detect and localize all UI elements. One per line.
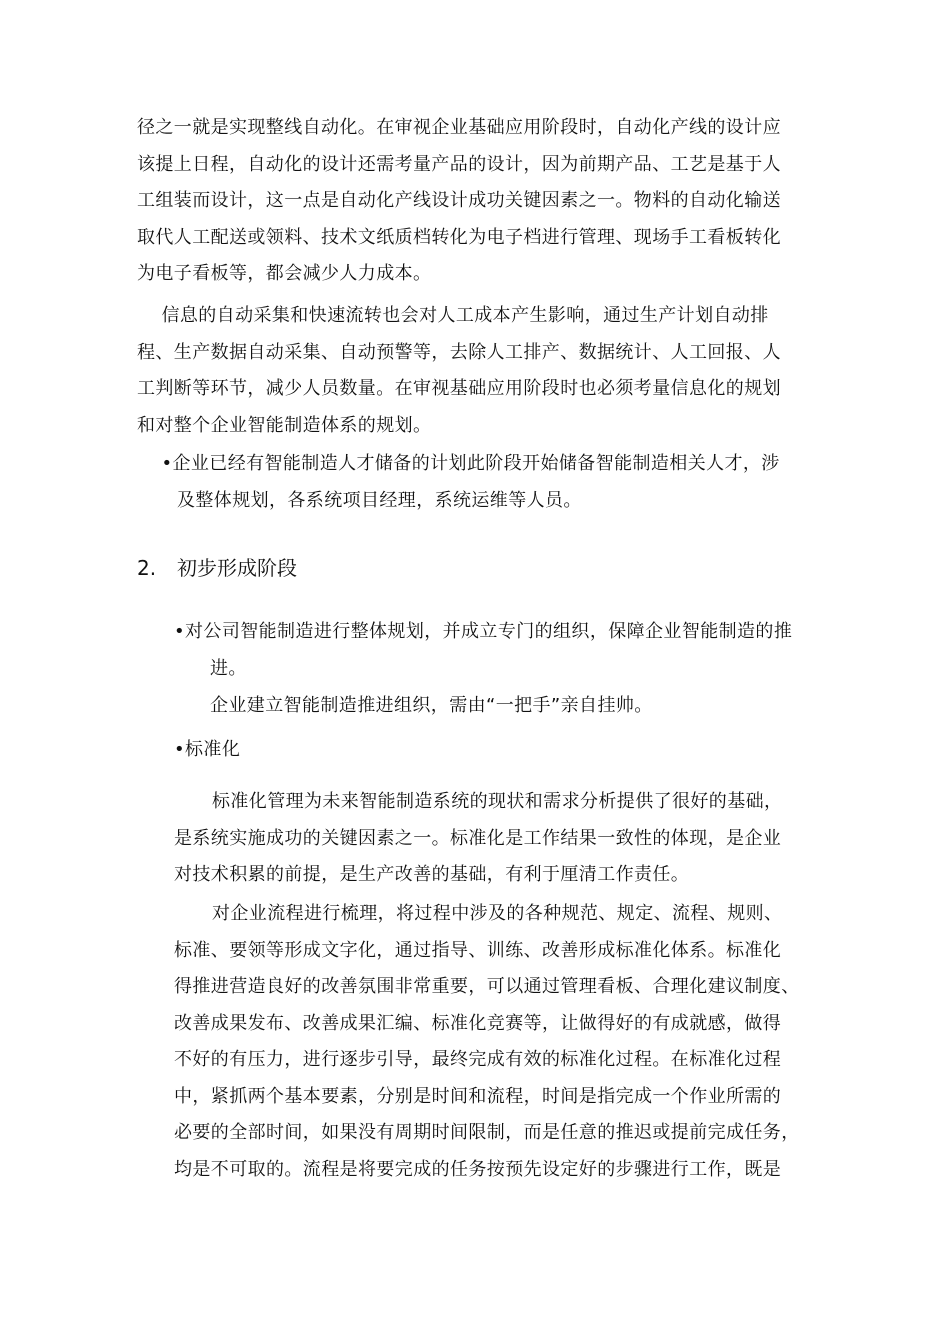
text-line: 工判断等环节，减少人员数量。在审视基础应用阶段时也必须考量信息化的规划: [137, 378, 781, 399]
text-line: •企业已经有智能制造人才储备的计划此阶段开始储备智能制造相关人才，涉: [137, 453, 780, 474]
text-line: •标准化: [174, 739, 241, 760]
text-line: 均是不可取的。流程是将要完成的任务按预先设定好的步骤进行工作，既是: [174, 1158, 782, 1180]
paragraph-organization: [210, 688, 653, 725]
text-line: 得推进营造良好的改善氛围非常重要，可以通过管理看板、合理化建议制度、: [174, 976, 800, 997]
paragraph-automation: [137, 110, 781, 293]
text-line: 工组装而设计，这一点是自动化产线设计成功关键因素之一。物料的自动化输送: [137, 190, 781, 211]
text-line: 是系统实施成功的关键因素之一。标准化是工作结果一致性的体现，是企业: [174, 827, 782, 849]
text-line: 对技术积累的前提，是生产改善的基础，有利于厘清工作责任。: [174, 864, 690, 885]
section-heading: [137, 548, 297, 588]
text-line: 对企业流程进行梳理，将过程中涉及的各种规范、规定、流程、规则、: [212, 903, 783, 924]
section-number: 2.: [137, 556, 157, 580]
bullet-standardization: [174, 732, 240, 769]
text-line: 及整体规划，各系统项目经理，系统运维等人员。: [177, 489, 582, 511]
text-line: 标准化管理为未来智能制造系统的现状和需求分析提供了很好的基础，: [212, 791, 783, 812]
bullet-talent-reserve: [137, 446, 780, 519]
text-line: 信息的自动采集和快速流转也会对人工成本产生影响，通过生产计划自动排: [137, 305, 769, 326]
text-line: 企业建立智能制造推进组织，需由“一把手”亲自挂帅。: [210, 695, 653, 716]
text-line: 径之一就是实现整线自动化。在审视企业基础应用阶段时，自动化产线的设计应: [137, 117, 781, 138]
text-line: 和对整个企业智能制造体系的规划。: [137, 414, 432, 436]
paragraph-information: [137, 298, 781, 444]
text-line: 中，紧抓两个基本要素，分别是时间和流程，时间是指完成一个作业所需的: [174, 1085, 782, 1107]
text-line: 该提上日程，自动化的设计还需考量产品的设计，因为前期产品、工艺是基于人: [137, 153, 781, 175]
text-line: 不好的有压力，进行逐步引导，最终完成有效的标准化过程。在标准化过程: [174, 1049, 782, 1070]
text-line: 进。: [210, 657, 247, 679]
section-title: 初步形成阶段: [177, 556, 297, 580]
text-line: 标准、要领等形成文字化，通过指导、训练、改善形成标准化体系。标准化: [174, 939, 782, 961]
text-line: 取代人工配送或领料、技术文纸质档转化为电子档进行管理、现场手工看板转化: [137, 226, 781, 248]
text-line: 程、生产数据自动采集、自动预警等，去除人工排产、数据统计、人工回报、人: [137, 341, 781, 363]
text-line: 为电子看板等，都会减少人力成本。: [137, 263, 432, 284]
paragraph-standardization-management: [174, 784, 782, 894]
text-line: •对公司智能制造进行整体规划，并成立专门的组织，保障企业智能制造的推: [174, 621, 793, 642]
paragraph-process-review: [174, 896, 800, 1188]
bullet-overall-planning: [174, 614, 792, 687]
text-line: 改善成果发布、改善成果汇编、标准化竞赛等，让做得好的有成就感，做得: [174, 1012, 782, 1034]
text-line: 必要的全部时间，如果没有周期时间限制，而是任意的推迟或提前完成任务，: [174, 1122, 800, 1143]
